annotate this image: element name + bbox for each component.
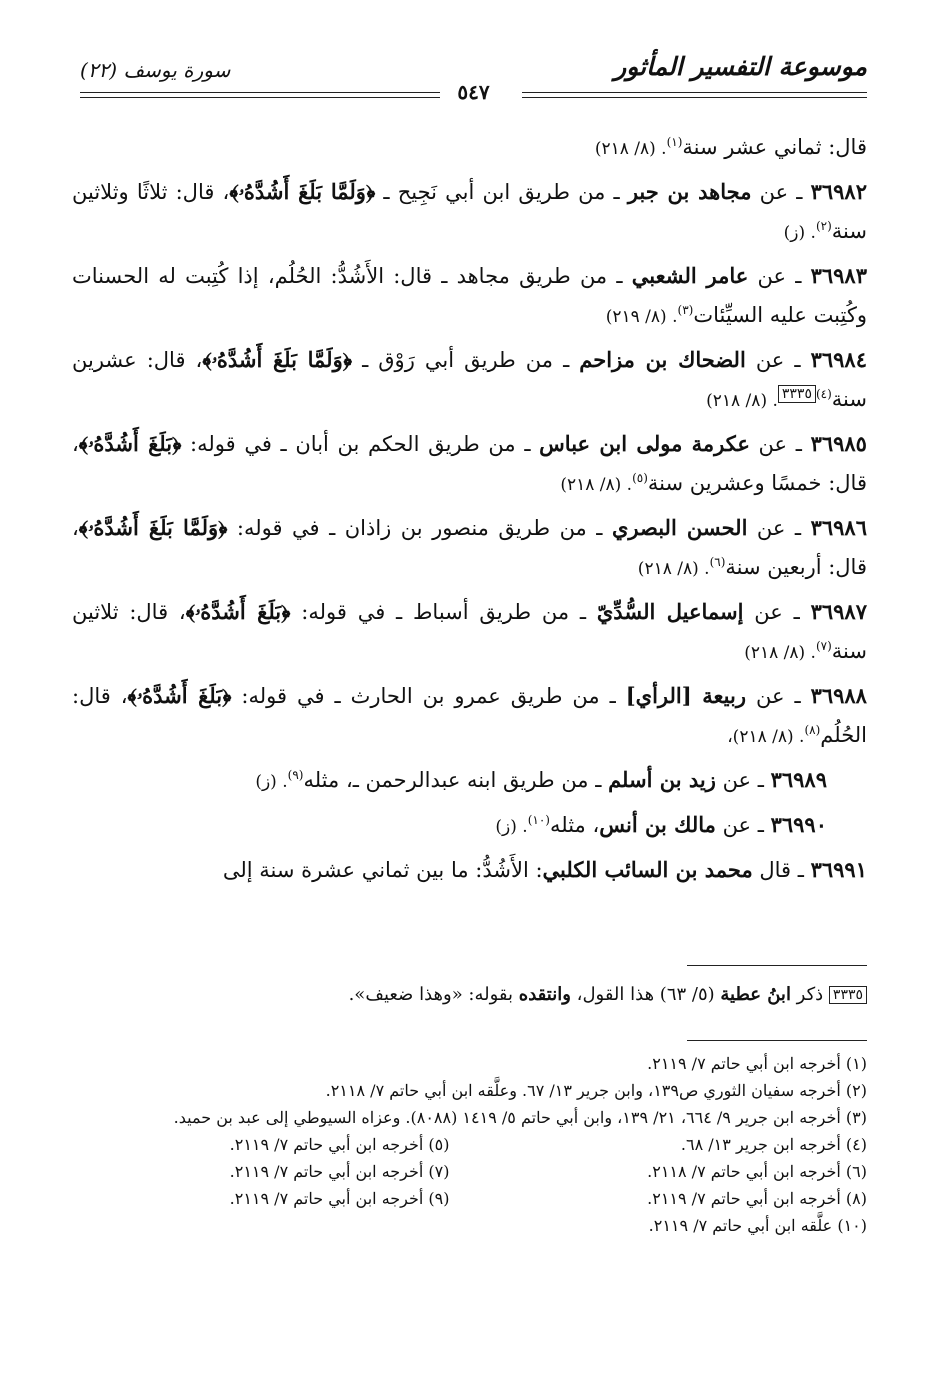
text: ـ من طريق منصور بن زاذان ـ في قوله: <box>227 516 612 540</box>
narration-number: ٣٦٩٨٨ <box>810 683 867 708</box>
quran-verse: ﴿وَلَمَّا بَلَغَ أَشُدَّهُۥ﴾ <box>202 347 353 372</box>
page-number: ٥٤٧ <box>447 80 499 104</box>
quran-verse: ﴿وَلَمَّا بَلَغَ أَشُدَّهُۥ﴾ <box>229 179 376 204</box>
narrator-name: مالك بن أنس <box>599 812 716 837</box>
narrator-name: محمد بن السائب الكلبي <box>542 857 753 882</box>
footnotes <box>72 1050 867 1239</box>
narrator-name: الحسن البصري <box>611 515 748 540</box>
source-ref: . (٨/ ٢١٩) <box>605 307 678 327</box>
text: ـ من طريق ابن أبي نَجِيح ـ <box>375 180 628 204</box>
narration-36987 <box>72 592 867 673</box>
narration-number: ٣٦٩٨٩ <box>770 767 827 792</box>
footnote-2: (٢) أخرجه سفيان الثوري ص١٣٩، وابن جرير ١٣/ ٦٧. وعلَّقه ابن أبي حاتم ٧/ ٢١١٨. <box>325 1081 867 1100</box>
footnote-ref[interactable]: (٣) <box>677 303 694 317</box>
source-ref: . (ز) <box>783 223 816 243</box>
text: (٥/ ٦٣) هذا القول، <box>570 984 721 1005</box>
narration-36989 <box>72 760 867 802</box>
text: ـ من طريق أبي رَوْق ـ <box>352 348 580 372</box>
commentary-separator <box>687 965 867 966</box>
narrator-name: عامر الشعبي <box>631 263 749 288</box>
narration-36985 <box>72 424 867 505</box>
source-ref: . (ز) <box>255 772 288 792</box>
source-ref: . (٨/ ٢١٨) <box>706 391 778 411</box>
footnote-ref[interactable]: (٢) <box>815 219 832 233</box>
footnote-1: (١) أخرجه ابن أبي حاتم ٧/ ٢١١٩. <box>647 1054 867 1073</box>
narration-number: ٣٦٩٨٣ <box>810 263 867 288</box>
footnote-grid <box>72 1131 867 1239</box>
narration-36984 <box>72 340 867 421</box>
footnote-separator <box>687 1040 867 1041</box>
narrator-name: ربيعة [الرأي] <box>625 683 746 708</box>
narration-number: ٣٦٩٨٤ <box>810 347 867 372</box>
footnote-4: (٤) أخرجه ابن جرير ١٣/ ٦٨. <box>680 1135 867 1154</box>
footnote-ref[interactable]: (١) <box>666 135 683 149</box>
text: ، مثله <box>549 813 600 837</box>
narration-36983 <box>72 256 867 337</box>
text: ـ عن <box>748 264 811 288</box>
text: ـ من طريق مجاهد ـ قال: الأَشُدُّ: الحُلُم، إذا كُتِبت له الحسنات وكُتِبت عليه السيِّئات <box>72 264 867 327</box>
header-rule-right <box>522 92 867 98</box>
source-ref: . (٨/ ٢١٨) <box>637 559 710 579</box>
narration-number: ٣٦٩٩١ <box>810 857 867 882</box>
quran-verse: ﴿وَلَمَّا بَلَغَ أَشُدَّهُۥ﴾ <box>78 515 228 540</box>
text-bold: وانتقده <box>518 984 571 1005</box>
narration-number: ٣٦٩٨٦ <box>810 515 867 540</box>
narration-36982 <box>72 172 867 253</box>
text: ـ من طريق عمرو بن الحارث ـ في قوله: <box>231 684 626 708</box>
footnote-ref[interactable]: (٧) <box>815 639 832 653</box>
text: : الأَشُدُّ: ما بين ثماني عشرة سنة إلى <box>222 858 543 882</box>
commentary-box-ref[interactable]: ٣٣٣٥ <box>778 385 816 403</box>
book-title: موسوعة التفسير المأثور <box>614 52 867 81</box>
text: ، قال: الحُلُم <box>72 684 867 747</box>
commentary-box-number: ٣٣٣٥ <box>829 986 867 1004</box>
footnote-3: (٣) أخرجه ابن جرير ٩/ ٦٦٤، ٢١/ ١٣٩، وابن أبي حاتم ٥/ ١٤١٩ (٨٠٨٨). وعزاه السيوطي إلى عبد بن حميد. <box>173 1108 867 1127</box>
text: ـ قال <box>752 858 811 882</box>
source-ref: . (٨/ ٢١٨)، <box>727 727 805 747</box>
source-ref: . (ز) <box>495 817 528 837</box>
footnote-5: (٥) أخرجه ابن أبي حاتم ٧/ ٢١١٩. <box>229 1135 450 1154</box>
narration-0 <box>72 128 867 169</box>
quran-verse: ﴿بَلَغَ أَشُدَّهُۥ﴾ <box>185 599 291 624</box>
text: ـ عن <box>743 600 811 624</box>
text: ، قال: عشرين سنة <box>72 348 867 411</box>
narrator-name: مجاهد بن جبر <box>627 179 752 204</box>
header-rule-left <box>80 92 440 98</box>
text: ـ عن <box>746 684 811 708</box>
text: ـ عن <box>749 432 811 456</box>
footnote-ref[interactable]: (٩) <box>287 768 304 782</box>
source-ref: . (٨/ ٢١٨) <box>594 139 667 159</box>
text: ذكر <box>790 984 829 1005</box>
footnote-ref[interactable]: (٤) <box>815 387 832 401</box>
text: ، قال: ثلاثين سنة <box>72 600 867 663</box>
footnote-ref[interactable]: (١٠) <box>527 813 550 827</box>
narration-number: ٣٦٩٨٥ <box>810 431 867 456</box>
source-ref: . (٨/ ٢١٨) <box>560 475 633 495</box>
narration-36991 <box>72 850 867 890</box>
narration-number: ٣٦٩٨٧ <box>810 599 867 624</box>
quran-verse: ﴿بَلَغَ أَشُدَّهُۥ﴾ <box>127 683 232 708</box>
commentary-note <box>200 980 867 1010</box>
text: ـ عن <box>751 180 811 204</box>
footnote-ref[interactable]: (٦) <box>709 555 726 569</box>
footnote-7: (٧) أخرجه ابن أبي حاتم ٧/ ٢١١٩. <box>229 1162 450 1181</box>
narration-number: ٣٦٩٨٢ <box>810 179 867 204</box>
footnote-6: (٦) أخرجه ابن أبي حاتم ٧/ ٢١١٨. <box>647 1162 867 1181</box>
footnote-9: (٩) أخرجه ابن أبي حاتم ٧/ ٢١١٩. <box>229 1189 450 1208</box>
text: ـ عن <box>745 348 811 372</box>
header-rule <box>80 80 867 104</box>
narrator-name: عكرمة مولى ابن عباس <box>539 431 750 456</box>
surah-title: سورة يوسف (٢٢) <box>80 58 231 82</box>
text: ـ عن <box>715 813 771 837</box>
footnote-10: (١٠) علَّقه ابن أبي حاتم ٧/ ٢١١٩. <box>648 1216 867 1235</box>
commentator-name: ابنُ عطية <box>720 984 791 1005</box>
narrator-name: إسماعيل السُّدِّيّ <box>596 599 744 624</box>
footnote-8: (٨) أخرجه ابن أبي حاتم ٧/ ٢١١٩. <box>647 1189 867 1208</box>
narration-36986 <box>72 508 867 589</box>
narrator-name: زيد بن أسلم <box>608 767 716 792</box>
text: قال: ثماني عشر سنة <box>682 135 867 159</box>
text: بقوله: «وهذا ضعيف». <box>348 984 519 1005</box>
text: ، قال: أربعين سنة <box>72 516 867 579</box>
footnote-ref[interactable]: (٥) <box>632 471 648 485</box>
text: ـ عن <box>747 516 811 540</box>
text: ـ من طريق ابنه عبدالرحمن ـ، مثله <box>303 768 609 792</box>
text: ـ من طريق الحكم بن أبان ـ في قوله: <box>181 432 540 456</box>
source-ref: . (٨/ ٢١٨) <box>744 643 816 663</box>
narration-36988 <box>72 676 867 757</box>
narration-36990 <box>72 805 867 847</box>
text: ـ من طريق أسباط ـ في قوله: <box>290 600 597 624</box>
quran-verse: ﴿بَلَغَ أَشُدَّهُۥ﴾ <box>78 431 182 456</box>
footnote-ref[interactable]: (٨) <box>804 723 821 737</box>
narrator-name: الضحاك بن مزاحم <box>579 347 746 372</box>
text: ، قال: ثلاثًا وثلاثين سنة <box>72 180 867 243</box>
main-text <box>72 128 867 893</box>
narration-number: ٣٦٩٩٠ <box>770 812 827 837</box>
text: ، قال: خمسًا وعشرين سنة <box>72 432 867 495</box>
text: ـ عن <box>715 768 771 792</box>
